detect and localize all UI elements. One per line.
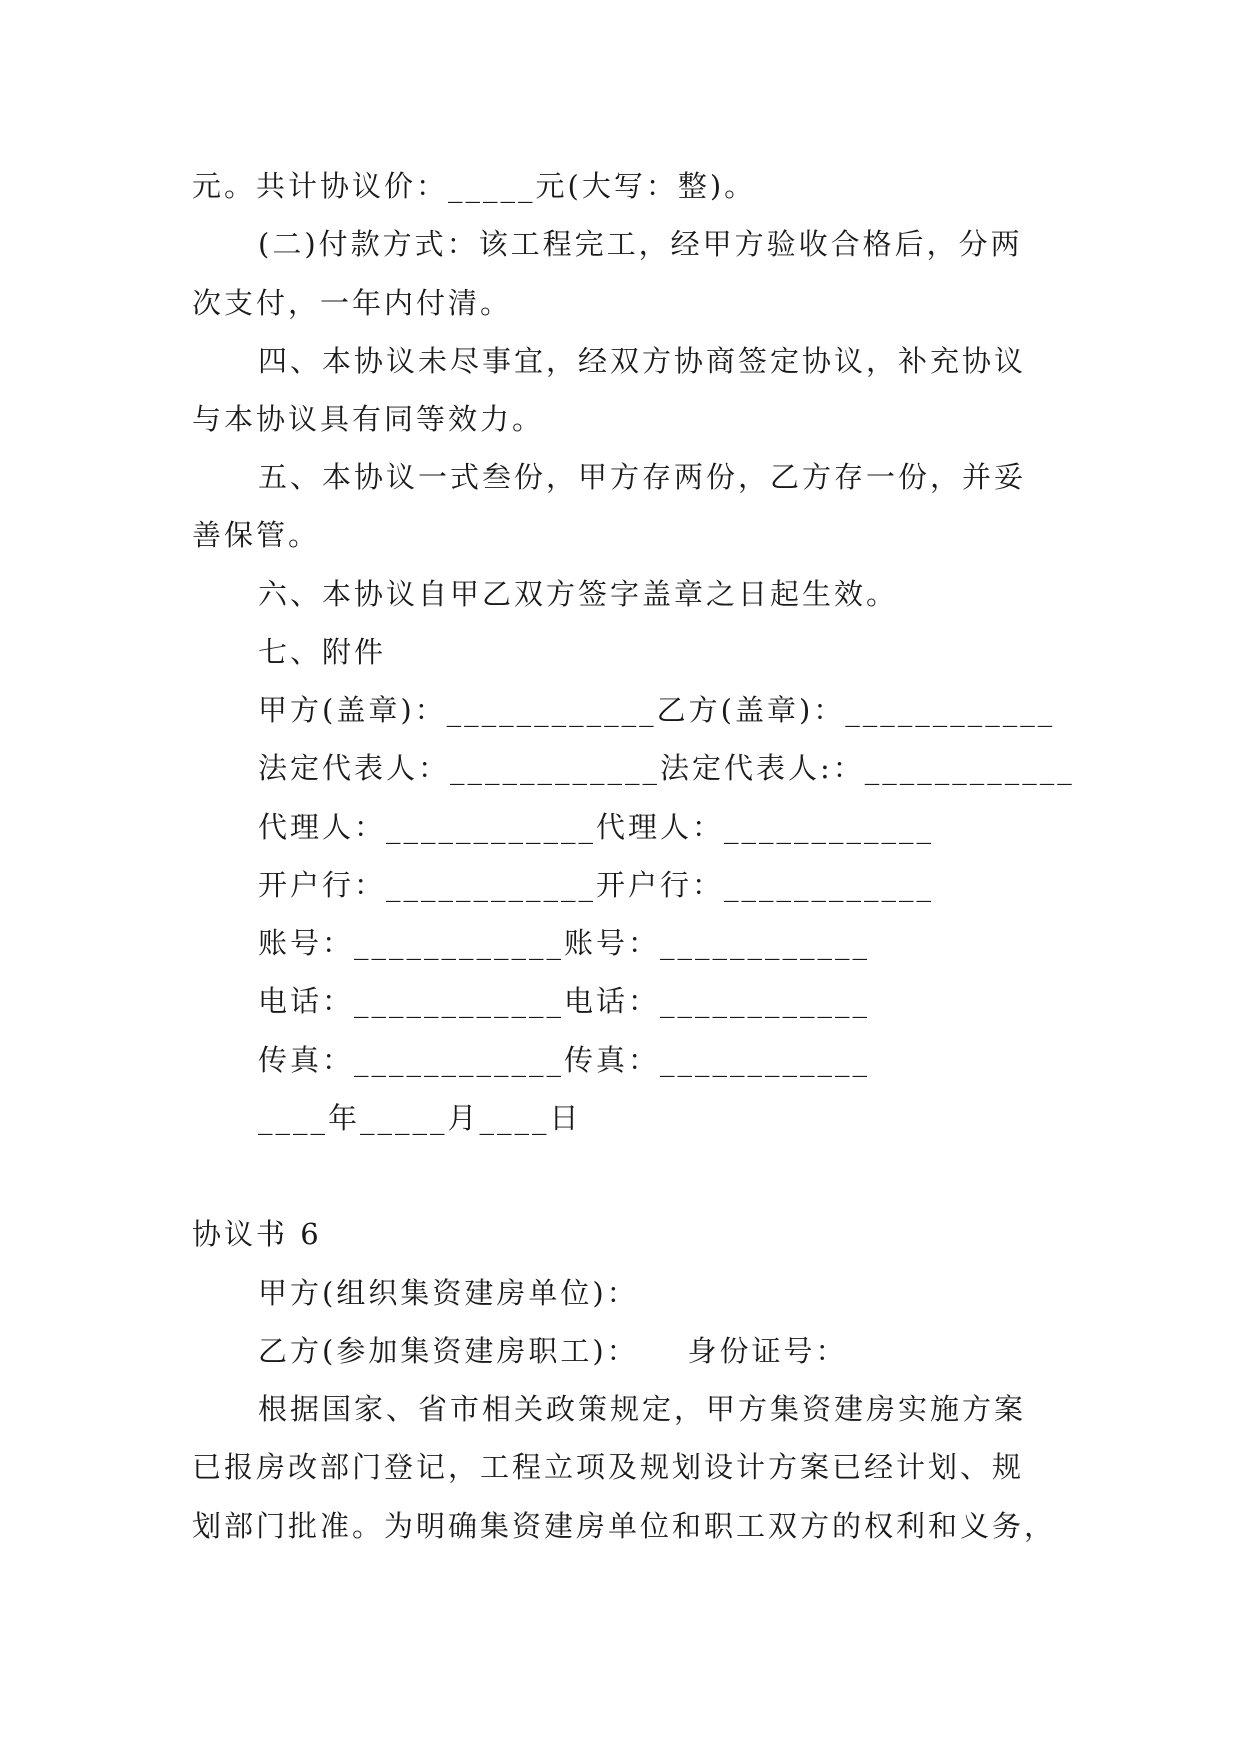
text-line: (二)付款方式：该工程完工，经甲方验收合格后，分两 xyxy=(258,227,1023,261)
text-line: 次支付，一年内付清。 xyxy=(192,286,513,320)
date-field-row: ____年_____月____日 xyxy=(258,1101,582,1135)
text-line: 五、本协议一式叁份，甲方存两份，乙方存一份，并妥 xyxy=(258,460,1027,494)
text-line: 与本协议具有同等效力。 xyxy=(192,402,545,436)
text-line: 已报房改部门登记，工程立项及规划设计方案已经计划、规 xyxy=(192,1450,1025,1484)
text-line: 划部门批准。为明确集资建房单位和职工双方的权利和义务， xyxy=(192,1509,1057,1543)
section-title: 协议书 6 xyxy=(192,1217,322,1251)
signature-field-row: 甲方(盖章)：____________乙方(盖章)：____________ xyxy=(258,693,1056,727)
text-line: 四、本协议未尽事宜，经双方协商签定协议，补充协议 xyxy=(258,344,1027,378)
text-line: 甲方(组织集资建房单位)： xyxy=(258,1276,639,1310)
text-line: 乙方(参加集资建房职工)： 身份证号： xyxy=(258,1334,848,1368)
signature-field-row: 账号：____________账号：____________ xyxy=(258,926,871,960)
signature-field-row: 电话：____________电话：____________ xyxy=(258,984,871,1018)
text-line: 六、本协议自甲乙双方签字盖章之日起生效。 xyxy=(258,577,899,611)
text-line: 元。共计协议价：_____元(大写：整)。 xyxy=(192,169,757,203)
signature-field-row: 代理人：____________代理人：____________ xyxy=(258,810,935,844)
signature-field-row: 传真：____________传真：____________ xyxy=(258,1043,871,1077)
signature-field-row: 开户行：____________开户行：____________ xyxy=(258,868,935,902)
text-line: 七、附件 xyxy=(258,635,387,669)
text-line: 善保管。 xyxy=(192,518,321,552)
text-line: 根据国家、省市相关政策规定，甲方集资建房实施方案 xyxy=(258,1392,1027,1426)
signature-field-row: 法定代表人：____________法定代表人:：____________ xyxy=(258,751,1075,785)
